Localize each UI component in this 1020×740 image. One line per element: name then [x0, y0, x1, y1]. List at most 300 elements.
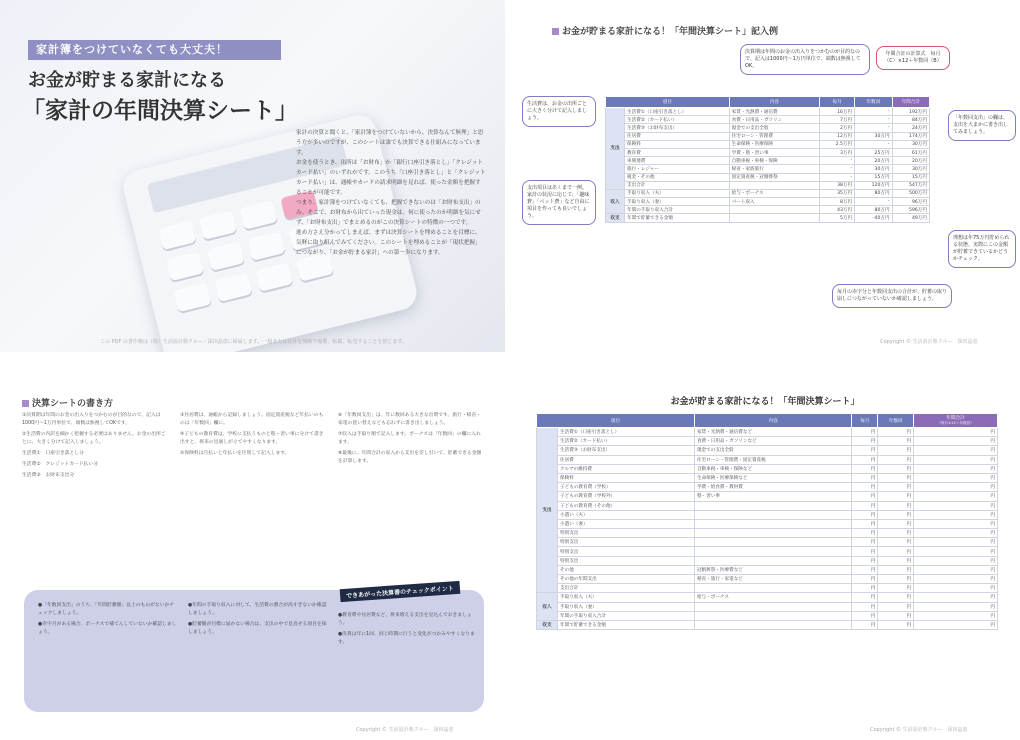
- content-cell: 帰省・旅行・家電など: [694, 575, 851, 584]
- howto-paragraph: ⑤保険料は月払いと年払いを区別して記入します。: [180, 451, 290, 456]
- calculator-key: [166, 252, 204, 282]
- yen-input-cell[interactable]: 円: [852, 519, 878, 528]
- yen-input-cell[interactable]: 円: [852, 483, 878, 492]
- total-cell: 30万円: [892, 165, 929, 173]
- yen-input-cell[interactable]: 円: [852, 620, 878, 629]
- sheet-table-row: [537, 446, 998, 455]
- example-table: [605, 96, 930, 223]
- checkpoint-column-3: [338, 612, 478, 650]
- example-table-row: [606, 132, 930, 140]
- irregular-cell: 120万円: [855, 181, 892, 189]
- sheet-table-row: [537, 556, 998, 565]
- content-cell: 帰省・家族旅行: [729, 165, 819, 173]
- sheet-table-row: [537, 593, 998, 602]
- item-cell: 支出合計: [558, 584, 695, 593]
- sheet-table-row: [537, 464, 998, 473]
- total-cell: 20万円: [892, 157, 929, 165]
- yen-input-cell[interactable]: 円: [914, 455, 998, 464]
- total-cell: 192万円: [892, 108, 929, 116]
- total-cell: 596万円: [892, 206, 929, 214]
- yen-input-cell[interactable]: 円: [852, 593, 878, 602]
- content-cell: [694, 538, 851, 547]
- yen-input-cell[interactable]: 円: [914, 437, 998, 446]
- cover-paragraph: 進め方さえ分かってしまえば、まずは決算シートを埋めることを目標に、気軽に取り組んでみてください。このシートを埋めることが「現状把握」につながり、「お金が貯まる家計」への第一歩になります。: [296, 230, 481, 256]
- example-table-row: [606, 165, 930, 173]
- content-cell: 住宅ローン・管理費・固定資産税: [694, 455, 851, 464]
- checkpoint-item: ●赤字月がある場合、ボーナスで補てんしていないか確認しましょう。: [38, 622, 177, 635]
- yen-input-cell[interactable]: 円: [852, 428, 878, 437]
- total-cell: 547万円: [892, 181, 929, 189]
- total-cell: 174万円: [892, 132, 929, 140]
- yen-input-cell[interactable]: 円: [852, 547, 878, 556]
- sheet-table-row: [537, 602, 998, 611]
- example-table-row: [606, 206, 930, 214]
- yen-input-cell[interactable]: 円: [878, 446, 914, 455]
- yen-input-cell[interactable]: 円: [914, 492, 998, 501]
- yen-input-cell[interactable]: 円: [852, 455, 878, 464]
- irregular-cell: 20万円: [855, 157, 892, 165]
- item-cell: 年間で貯蓄できる金額: [558, 620, 695, 629]
- content-cell: 自動車税・車検・保険: [729, 157, 819, 165]
- content-cell: 家賃・光熱費・通信費: [729, 108, 819, 116]
- example-table-row: [606, 181, 930, 189]
- content-cell: [694, 620, 851, 629]
- cover-band: 家計簿をつけていなくても大丈夫！: [28, 40, 281, 60]
- sheet-table-row: [537, 575, 998, 584]
- cover-page: [0, 0, 505, 352]
- yen-input-cell[interactable]: 円: [878, 473, 914, 482]
- header-irregular: 年数回: [878, 414, 914, 428]
- howto-paragraph: 生活費② クレジットカード払い分: [22, 462, 98, 467]
- category-cell: 収支: [606, 214, 625, 222]
- content-cell: [694, 547, 851, 556]
- item-cell: 特別支出: [558, 529, 695, 538]
- sheet-table-row: [537, 584, 998, 593]
- header-total: [914, 414, 998, 428]
- content-cell: [694, 556, 851, 565]
- content-cell: 住宅ローン・管理費: [729, 132, 819, 140]
- item-cell: 子どもの教育費（その他）: [558, 501, 695, 510]
- yen-input-cell[interactable]: 円: [914, 529, 998, 538]
- sheet-table-row: [537, 492, 998, 501]
- item-cell: 年間で貯蓄できる金額: [625, 214, 730, 222]
- content-cell: 学費・給食費・教材費: [694, 483, 851, 492]
- cover-paragraph: つまり、家計簿をつけていなくても、把握できないのは「お財布支出」のみ。そこで、お財布から出ていった現金は、何に使ったのか明細を気にせず、「お財布支出」でまとめるのがこの決算シートの特徴の一つです。: [296, 200, 481, 226]
- yen-input-cell[interactable]: 円: [852, 501, 878, 510]
- item-cell: 特別支出: [558, 556, 695, 565]
- yen-input-cell[interactable]: 円: [852, 446, 878, 455]
- annotation-bubble: 「年数回支出」の欄は、支出を大まかに書き出してみましょう。: [948, 110, 1016, 141]
- irregular-cell: 15万円: [855, 173, 892, 181]
- cover-footer: この PDF の著作権は（株）生活設計塾クルー・深田晶恵に帰属します。一般または社外を無断で複製、転載、転送することを禁じます。: [100, 339, 407, 345]
- yen-input-cell[interactable]: 円: [878, 565, 914, 574]
- item-cell: 住居費: [625, 132, 730, 140]
- howto-footer: Copyright © 生活設計塾クルー 深田晶恵: [356, 727, 454, 733]
- cover-title-line1: お金が貯まる家計になる: [28, 70, 226, 91]
- yen-input-cell[interactable]: 円: [878, 602, 914, 611]
- calculator-key: [255, 262, 293, 292]
- howto-paragraph: ⑦収入は手取り額で記入します。ボーナスは「年数回」の欄に入れます。: [338, 432, 481, 445]
- item-cell: 保険料: [625, 140, 730, 148]
- calculator-key: [173, 283, 211, 313]
- header-content: 内容: [694, 414, 851, 428]
- cover-title-line2: 「家計の年間決算シート」: [22, 98, 298, 124]
- content-cell: 生命保険・医療保険: [729, 140, 819, 148]
- yen-input-cell[interactable]: 円: [878, 492, 914, 501]
- yen-input-cell[interactable]: 円: [914, 519, 998, 528]
- yen-input-cell[interactable]: 円: [852, 473, 878, 482]
- annotation-bubble: 支出項目はあくまで一例。家計の状況に応じて、「趣味費」「ペット費」など自由に項目を作っても良いでしょう。: [522, 180, 596, 225]
- content-cell: 給与・ボーナス: [694, 593, 851, 602]
- header-content: 内容: [729, 97, 819, 108]
- total-cell: 24万円: [892, 124, 929, 132]
- checkpoint-column-1: [38, 602, 178, 640]
- irregular-cell: -: [855, 124, 892, 132]
- checkpoint-item: ●「年数回支出」のうち、「年間貯蓄額」以上のものがないかチェックしましょう。: [38, 603, 175, 616]
- item-cell: 生活費①（口座引き落とし）: [625, 108, 730, 116]
- total-cell: 500万円: [892, 189, 929, 197]
- yen-input-cell[interactable]: 円: [878, 556, 914, 565]
- yen-input-cell[interactable]: 円: [878, 584, 914, 593]
- calculator-key: [214, 272, 252, 302]
- yen-input-cell[interactable]: 円: [852, 510, 878, 519]
- content-cell: [694, 611, 851, 620]
- item-cell: 手取り収入（妻）: [625, 198, 730, 206]
- howto-page: [0, 380, 505, 740]
- item-cell: 特別支出: [558, 538, 695, 547]
- yen-input-cell[interactable]: 円: [914, 538, 998, 547]
- item-cell: 車関連費: [625, 157, 730, 165]
- yen-input-cell[interactable]: 円: [852, 565, 878, 574]
- header-monthly: 毎月: [852, 414, 878, 428]
- monthly-cell: -: [820, 165, 855, 173]
- item-cell: 年間の手取り収入合計: [625, 206, 730, 214]
- monthly-cell: 12万円: [820, 132, 855, 140]
- sheet-table-row: [537, 510, 998, 519]
- irregular-cell: -: [855, 116, 892, 124]
- sheet-table-row: [537, 611, 998, 620]
- content-cell: [729, 181, 819, 189]
- irregular-cell: -: [855, 108, 892, 116]
- yen-input-cell[interactable]: 円: [878, 575, 914, 584]
- item-cell: 年間の手取り収入合計: [558, 611, 695, 620]
- item-cell: 生活費②（カード払い）: [558, 437, 695, 446]
- item-cell: 子どもの教育費（学校）: [558, 483, 695, 492]
- total-cell: 49万円: [892, 214, 929, 222]
- item-cell: 手取り収入（夫）: [558, 593, 695, 602]
- sheet-table-row: [537, 473, 998, 482]
- irregular-cell: -40万円: [855, 214, 892, 222]
- calculator-key: [199, 210, 237, 240]
- item-cell: 保険料: [558, 473, 695, 482]
- content-cell: パート収入: [729, 198, 819, 206]
- item-cell: 税金・その他: [625, 173, 730, 181]
- example-table-row: [606, 198, 930, 206]
- yen-input-cell[interactable]: 円: [914, 501, 998, 510]
- monthly-cell: 16万円: [820, 108, 855, 116]
- header-total: 年間合計: [892, 97, 929, 108]
- formula-bubble: 年間合計の計算式 毎月（C）×12＋年数回（B）: [876, 46, 950, 70]
- category-cell: 収入: [537, 593, 558, 621]
- checkpoint-item: ●教育費や住居費など、将来増える支出を見込んでおきましょう。: [338, 613, 472, 626]
- yen-input-cell[interactable]: 円: [852, 464, 878, 473]
- content-cell: [694, 529, 851, 538]
- yen-input-cell[interactable]: 円: [914, 446, 998, 455]
- sheet-table-header: [537, 414, 998, 428]
- yen-input-cell[interactable]: 円: [878, 464, 914, 473]
- yen-input-cell[interactable]: 円: [878, 538, 914, 547]
- howto-paragraph: ⑥「年数回支出」は、年に数回ある大きな出費です。旅行・帰省・家電の買い替えなども忘れずに書き出しましょう。: [338, 413, 482, 426]
- monthly-cell: 8万円: [820, 198, 855, 206]
- monthly-cell: -: [820, 173, 855, 181]
- header-total-formula: （毎月×12＋年数回）: [937, 421, 974, 425]
- yen-input-cell[interactable]: 円: [878, 483, 914, 492]
- category-cell: 支出: [606, 108, 625, 190]
- content-cell: [694, 510, 851, 519]
- example-table-header: [606, 97, 930, 108]
- sheet-table-row: [537, 428, 998, 437]
- sheet-title: お金が貯まる家計になる！「年間決算シート」: [670, 397, 860, 407]
- content-cell: 給与・ボーナス: [729, 189, 819, 197]
- item-cell: 生活費③（お財布支出）: [625, 124, 730, 132]
- sheet-table-row: [537, 483, 998, 492]
- example-table-row: [606, 214, 930, 222]
- yen-input-cell[interactable]: 円: [914, 556, 998, 565]
- yen-input-cell[interactable]: 円: [852, 584, 878, 593]
- content-cell: 食費・日用品・ガソリンなど: [694, 437, 851, 446]
- howto-paragraph: ④子どもの教育費は、学校に支払うものと塾・習い事に分けて書き出すと、将来の見通しが立てやすくなります。: [180, 432, 324, 445]
- blank-sheet-table: [536, 413, 998, 630]
- total-cell: 15万円: [892, 173, 929, 181]
- yen-input-cell[interactable]: 円: [914, 428, 998, 437]
- yen-input-cell[interactable]: 円: [914, 575, 998, 584]
- example-table-row: [606, 124, 930, 132]
- yen-input-cell[interactable]: 円: [878, 428, 914, 437]
- yen-input-cell[interactable]: 円: [878, 510, 914, 519]
- cover-body: [296, 128, 486, 258]
- monthly-cell: 38万円: [820, 181, 855, 189]
- item-cell: 子どもの教育費（学校外）: [558, 492, 695, 501]
- monthly-cell: 7万円: [820, 116, 855, 124]
- yen-input-cell[interactable]: 円: [914, 565, 998, 574]
- checkpoint-tag: できあがった決算書のチェックポイント: [340, 581, 460, 602]
- item-cell: 住居費: [558, 455, 695, 464]
- calculator-key: [247, 231, 285, 261]
- yen-input-cell[interactable]: 円: [914, 510, 998, 519]
- cover-paragraph: 家計の決算と聞くと、「家計簿をつけていないから、決算なんて無理」と思う方が多いのですが、このシートは誰でも決算できる仕組みになっています。: [296, 130, 484, 156]
- yen-input-cell[interactable]: 円: [878, 519, 914, 528]
- howto-paragraph: 生活費③ お財布支出分: [22, 473, 75, 478]
- header-irregular: 年数回: [855, 97, 892, 108]
- yen-input-cell[interactable]: 円: [914, 483, 998, 492]
- yen-input-cell[interactable]: 円: [878, 593, 914, 602]
- yen-input-cell[interactable]: 円: [852, 437, 878, 446]
- example-table-row: [606, 148, 930, 156]
- sheet-table-row: [537, 455, 998, 464]
- yen-input-cell[interactable]: 円: [914, 602, 998, 611]
- yen-input-cell[interactable]: 円: [852, 529, 878, 538]
- total-cell: 61万円: [892, 148, 929, 156]
- yen-input-cell[interactable]: 円: [878, 547, 914, 556]
- annotation-bubble: 理想は年75万円貯められる状態、実際にこの金額が貯蓄できているかどうかチェック。: [948, 230, 1016, 268]
- irregular-cell: -: [855, 198, 892, 206]
- content-cell: [729, 214, 819, 222]
- example-table-row: [606, 140, 930, 148]
- monthly-cell: 5万円: [820, 214, 855, 222]
- item-cell: 生活費③（お財布支出）: [558, 446, 695, 455]
- item-cell: 手取り収入（夫）: [625, 189, 730, 197]
- checkpoint-column-2: [188, 602, 328, 640]
- monthly-cell: 2万円: [820, 124, 855, 132]
- irregular-cell: 30万円: [855, 132, 892, 140]
- howto-column-3: [338, 412, 483, 469]
- sheet-table-row: [537, 565, 998, 574]
- yen-input-cell[interactable]: 円: [878, 620, 914, 629]
- sheet-table-row: [537, 437, 998, 446]
- item-cell: クルマの維持費: [558, 464, 695, 473]
- item-cell: 生活費②（カード払い）: [625, 116, 730, 124]
- item-cell: 手取り収入（妻）: [558, 602, 695, 611]
- square-bullet-icon: [552, 28, 559, 35]
- monthly-cell: 2.5万円: [820, 140, 855, 148]
- item-cell: 小遣い（夫）: [558, 510, 695, 519]
- sheet-footer: Copyright © 生活設計塾クルー 深田晶恵: [870, 727, 968, 733]
- header-item: 項目: [606, 97, 730, 108]
- sheet-table-row: [537, 501, 998, 510]
- example-table-row: [606, 157, 930, 165]
- item-cell: 旅行・レジャー: [625, 165, 730, 173]
- howto-column-1: [22, 412, 167, 483]
- yen-input-cell[interactable]: 円: [914, 611, 998, 620]
- yen-input-cell[interactable]: 円: [914, 620, 998, 629]
- calculator-key: [158, 221, 196, 251]
- sheet-table-row: [537, 538, 998, 547]
- content-cell: 冠婚葬祭・医療費など: [694, 565, 851, 574]
- item-cell: その他: [558, 565, 695, 574]
- yen-input-cell[interactable]: 円: [852, 556, 878, 565]
- yen-input-cell[interactable]: 円: [852, 492, 878, 501]
- annotation-bubble: 生活費は、お金の出所ごとに大きく分けて記入しましょう。: [522, 96, 596, 127]
- yen-input-cell[interactable]: 円: [878, 529, 914, 538]
- irregular-cell: 80万円: [855, 206, 892, 214]
- content-cell: [694, 519, 851, 528]
- yen-input-cell[interactable]: 円: [914, 464, 998, 473]
- total-cell: 30万円: [892, 140, 929, 148]
- howto-title-text: 決算シートの書き方: [32, 399, 114, 409]
- checkpoint-item: ●年間の手取り収入に対して、生活費の割合が高すぎないか確認しましょう。: [188, 603, 327, 616]
- header-monthly: 毎月: [820, 97, 855, 108]
- annotation-bubble: 毎月の赤字分と年数回支出の合計が、貯蓄の取り崩しにつながっていないか確認しましょう。: [832, 284, 952, 308]
- content-cell: 家賃・光熱費・通信費など: [694, 428, 851, 437]
- example-footer: Copyright © 生活設計塾クルー 深田晶恵: [880, 339, 978, 345]
- content-cell: 自動車税・車検・保険など: [694, 464, 851, 473]
- content-cell: [694, 584, 851, 593]
- header-total-label: 年間合計: [946, 416, 965, 421]
- yen-input-cell[interactable]: 円: [914, 473, 998, 482]
- checkpoint-item: ●貯蓄額が目標に届かない場合は、支出の中で見直せる項目を探しましょう。: [188, 622, 327, 635]
- item-cell: 生活費①（口座引き落とし）: [558, 428, 695, 437]
- howto-paragraph: 生活費① 口座引き落とし分: [22, 451, 84, 456]
- howto-paragraph: ①決算期は年間のお金の出入りをつかむのが目的なので、記入は1000円〜1万円単位で、端数は無視してOKです。: [22, 413, 161, 426]
- example-table-row: [606, 116, 930, 124]
- item-cell: 支出合計: [625, 181, 730, 189]
- item-cell: その他の年間支出: [558, 575, 695, 584]
- irregular-cell: 25万円: [855, 148, 892, 156]
- howto-paragraph: ⑧最後に、年間合計の収入から支出を差し引いて、貯蓄できる金額を計算します。: [338, 451, 482, 464]
- content-cell: 生命保険・医療保険など: [694, 473, 851, 482]
- content-cell: 学費・塾・習い事: [729, 148, 819, 156]
- sheet-page: [510, 380, 1020, 740]
- yen-input-cell[interactable]: 円: [878, 501, 914, 510]
- cover-paragraph: お金を使うとき、出所は「お財布」か「銀行口座引き落とし」「クレジットカード払い」のいずれかです。このうち「口座引き落とし」と「クレジットカード払い」は、通帳やカードの請求明細を見れば、使った金額を把握することが可能です。: [296, 160, 486, 196]
- category-cell: 収入: [606, 189, 625, 214]
- example-title: [552, 24, 778, 37]
- irregular-cell: 30万円: [855, 165, 892, 173]
- yen-input-cell[interactable]: 円: [878, 611, 914, 620]
- item-cell: 特別支出: [558, 547, 695, 556]
- yen-input-cell[interactable]: 円: [878, 437, 914, 446]
- monthly-cell: -: [820, 157, 855, 165]
- example-page: [510, 0, 1020, 352]
- monthly-cell: 35万円: [820, 189, 855, 197]
- annotation-bubble: 決算期は年間のお金の出入りをつかむのが目的なので、記入は1000円〜1万円単位で、端数は無視してOK。: [740, 44, 870, 75]
- yen-input-cell[interactable]: 円: [914, 593, 998, 602]
- example-table-row: [606, 189, 930, 197]
- howto-title: [22, 396, 113, 409]
- yen-input-cell[interactable]: 円: [852, 575, 878, 584]
- monthly-cell: 43万円: [820, 206, 855, 214]
- sheet-table-row: [537, 620, 998, 629]
- yen-input-cell[interactable]: 円: [852, 602, 878, 611]
- sheet-table-row: [537, 529, 998, 538]
- content-cell: [729, 206, 819, 214]
- header-item: 項目: [537, 414, 695, 428]
- total-cell: 96万円: [892, 198, 929, 206]
- irregular-cell: -: [855, 140, 892, 148]
- content-cell: 現金での支出全般: [729, 124, 819, 132]
- irregular-cell: 80万円: [855, 189, 892, 197]
- category-cell: 支出: [537, 428, 558, 593]
- yen-input-cell[interactable]: 円: [914, 547, 998, 556]
- example-title-text: お金が貯まる家計になる！「年間決算シート」記入例: [562, 27, 779, 37]
- yen-input-cell[interactable]: 円: [878, 455, 914, 464]
- content-cell: 食費・日用品・ガソリン: [729, 116, 819, 124]
- checkpoint-item: ●決算は年に1回、同じ時期に行うと変化がつかみやすくなります。: [338, 632, 475, 645]
- item-cell: 小遣い（妻）: [558, 519, 695, 528]
- sheet-table-row: [537, 547, 998, 556]
- category-cell: 収支: [537, 620, 558, 629]
- calculator-key: [206, 241, 244, 271]
- yen-input-cell[interactable]: 円: [914, 584, 998, 593]
- content-cell: [694, 501, 851, 510]
- howto-paragraph: ②生活費の内訳を細かく把握する必要はありません。お金の出所ごとに、大きく分けて記入しましょう。: [22, 432, 166, 445]
- yen-input-cell[interactable]: 円: [852, 538, 878, 547]
- howto-paragraph: ③住居費は、通帳から記録しましょう。固定資産税など年払いのものは「年数回」欄に。: [180, 413, 324, 426]
- total-cell: 84万円: [892, 116, 929, 124]
- sheet-table-row: [537, 519, 998, 528]
- content-cell: 現金での支出全般: [694, 446, 851, 455]
- example-table-row: [606, 108, 930, 116]
- howto-column-2: [180, 412, 325, 461]
- square-bullet-icon: [22, 400, 29, 407]
- item-cell: 教育費: [625, 148, 730, 156]
- yen-input-cell[interactable]: 円: [852, 611, 878, 620]
- example-table-row: [606, 173, 930, 181]
- content-cell: 塾・習い事: [694, 492, 851, 501]
- monthly-cell: 3万円: [820, 148, 855, 156]
- content-cell: 固定資産税・冠婚葬祭: [729, 173, 819, 181]
- content-cell: [694, 602, 851, 611]
